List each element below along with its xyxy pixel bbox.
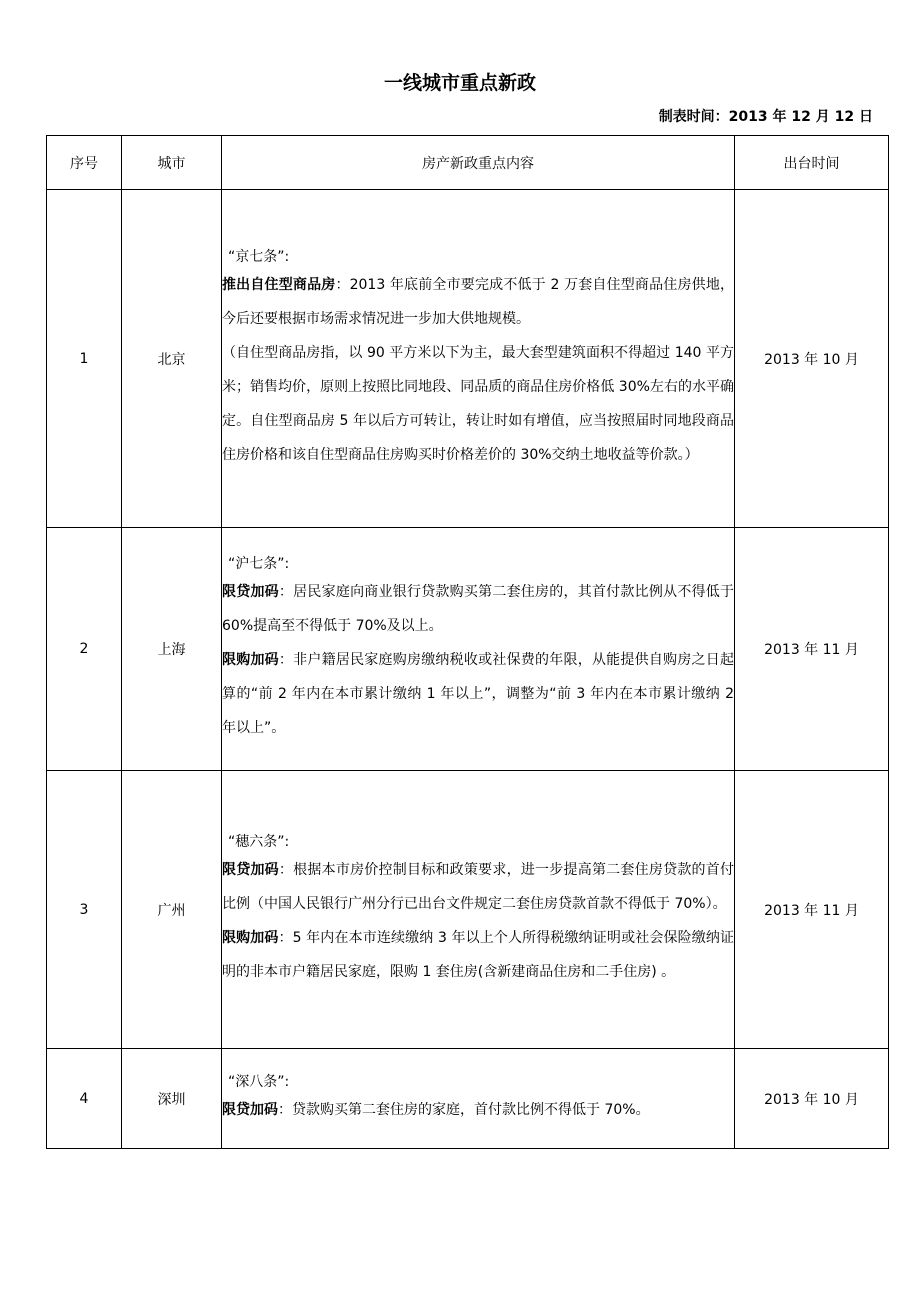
policy-paragraph (222, 575, 734, 643)
policy-text: ：2013 年底前全市要完成不低于 2 万套自住型商品住房供地，今后还要根据市场需求情况进一步加大供地规模。 (222, 276, 734, 327)
row-city: 上海 (122, 528, 222, 771)
header-content: 房产新政重点内容 (222, 136, 735, 190)
row-date: 2013 年 11 月 (735, 528, 889, 771)
row-date: 2013 年 11 月 (735, 771, 889, 1049)
table-row (47, 528, 889, 771)
table-row (47, 771, 889, 1049)
policy-text: ：贷款购买第二套住房的家庭，首付款比例不得低于 70%。 (278, 1101, 650, 1118)
made-date: 制表时间：2013 年 12 月 12 日 (658, 109, 873, 125)
row-city: 北京 (122, 190, 222, 528)
row-no: 1 (47, 190, 122, 528)
header-date: 出台时间 (735, 136, 889, 190)
policy-paragraph (222, 1093, 734, 1127)
table-header-row (47, 136, 889, 190)
row-content (222, 190, 735, 528)
row-date: 2013 年 10 月 (735, 190, 889, 528)
policy-paragraph (222, 921, 734, 989)
policy-heading: “沪七条”: (228, 556, 290, 572)
row-content (222, 771, 735, 1049)
policy-heading: “深八条”: (228, 1073, 290, 1090)
policy-table (46, 135, 889, 1149)
row-date: 2013 年 10 月 (735, 1049, 889, 1149)
policy-text: ：居民家庭向商业银行贷款购买第二套住房的，其首付款比例从不得低于 60%提高至不得低于 70%及以上。 (222, 584, 735, 634)
policy-keyword: 限购加码 (222, 929, 279, 946)
policy-text: ：非户籍居民家庭购房缴纳税收或社保费的年限，从能提供自购房之日起算的“前 2 年内在本市累计缴纳 1 年以上”，调整为“前 3 年内在本市累计缴纳 2 年以上”。 (222, 652, 735, 736)
table-row (47, 190, 889, 528)
policy-text: ：根据本市房价控制目标和政策要求，进一步提高第二套住房贷款的首付比例（中国人民银行广州分行已出台文件规定二套住房贷款首款不得低于 70%）。 (222, 861, 735, 912)
policy-keyword: 推出自住型商品房 (222, 276, 336, 293)
table-row (47, 1049, 889, 1149)
row-content (222, 1049, 735, 1149)
document-title: 一线城市重点新政 (383, 72, 536, 94)
policy-heading: “穗六条”: (228, 833, 290, 850)
policy-text: （自住型商品房指，以 90 平方米以下为主，最大套型建筑面积不得超过 140 平方米；销售均价，原则上按照比同地段、同品质的商品住房价格低 30%左右的水平确定。自住型商品房 5 年以后方可转让，转让时如有增值，应当按照届时同地段商品住房价格和该自住型商品住房购买时价格差价的 30%交纳土地收益等价款。） (222, 344, 734, 463)
policy-keyword: 限购加码 (222, 652, 279, 668)
row-no: 4 (47, 1049, 122, 1149)
header-no: 序号 (47, 136, 122, 190)
row-no: 3 (47, 771, 122, 1049)
policy-heading: “京七条”: (228, 248, 290, 265)
policy-keyword: 限贷加码 (222, 584, 279, 600)
policy-paragraph (222, 336, 734, 472)
policy-keyword: 限贷加码 (222, 1101, 278, 1118)
policy-paragraph (222, 643, 734, 745)
policy-paragraph (222, 268, 734, 336)
policy-paragraph (222, 853, 734, 921)
row-city: 深圳 (122, 1049, 222, 1149)
policy-text: ：5 年内在本市连续缴纳 3 年以上个人所得税缴纳证明或社会保险缴纳证明的非本市户籍居民家庭，限购 1 套住房(含新建商品住房和二手住房) 。 (222, 929, 735, 980)
row-city: 广州 (122, 771, 222, 1049)
policy-keyword: 限贷加码 (222, 861, 279, 878)
row-no: 2 (47, 528, 122, 771)
header-city: 城市 (122, 136, 222, 190)
row-content (222, 528, 735, 771)
